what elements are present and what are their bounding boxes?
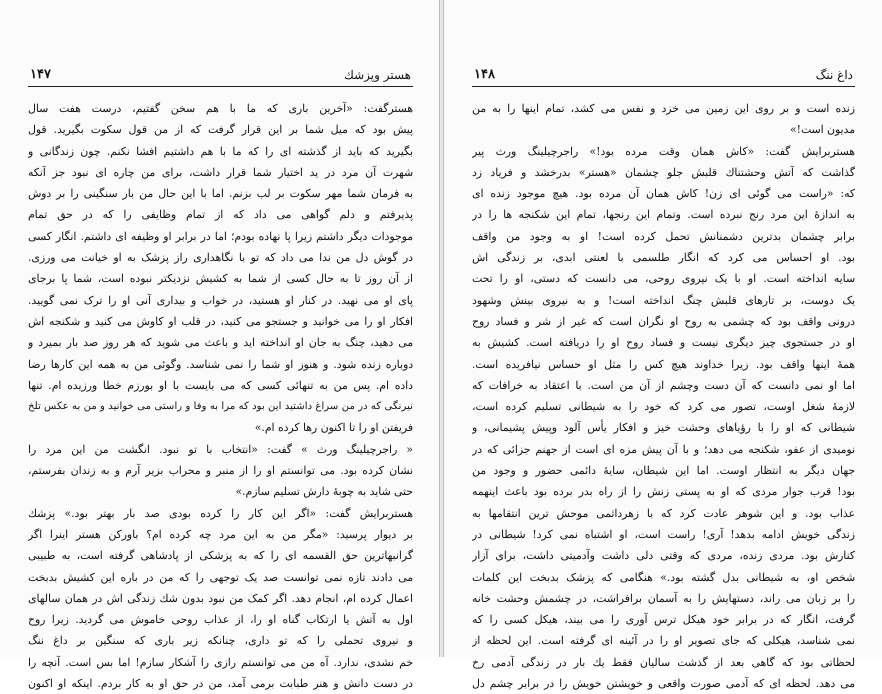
text-line: در گوش دل من ندا می داد که تو با نگاهداری راز پزشک به او خیانت می ورزی. — [28, 251, 413, 265]
text-line: بر دیوار پرسید: «مگر من به این مرد چه کرده ام؟ باورکن هستر اینرا اگر — [28, 527, 413, 541]
text-line: حتی شاید به چوبهٔ دارش تسلیم سازم.» — [235, 485, 413, 499]
text-line: بگیرید که باید از گذشته ای را که ما با هم داشتیم افشا نکنم. چون زندگانی و — [28, 144, 413, 158]
text-line: گرفت، انگار که در برابر خود هیکل ترس آوری را می بیند، هیکل کسی را که — [472, 613, 855, 627]
text-line: پذیرفتم و دلم گواهی می داد که از تمام وظایفی را که در حق تمام — [28, 208, 413, 222]
text-line: اعمال کرده ام، انجام دهد. اگر کمک من نبود بدون شك زندگی اش در همان سالهای — [28, 591, 413, 605]
text-line: سایه انداخته است. او با یک نیروی روحی، می دانست که دستی، او را تحت — [472, 272, 855, 286]
left-header-rule — [28, 86, 413, 87]
text-line: درونی واقف بود که چشمی به روح او نگران است که غیر از شر و فساد روح — [472, 314, 855, 328]
text-line: مدیون است!» — [790, 123, 855, 137]
text-line: عذاب بود. و این شوهر عادت کرد که با زهرداثمی موحش ترین انتقامها به — [472, 506, 855, 520]
text-line: او در جستجوی چیز دیگری نیست و فساد روح او را دریافته است. کشیش به — [472, 336, 855, 350]
text-line: فریفتن او را تا اکنون رها کرده ام.» — [254, 421, 413, 435]
text-line: می دادند تازه نمی توانست صد یک توجهی را که من در باره این کشیش بدبخت — [28, 570, 413, 584]
text-line: که: «راست می گوئی ای زن! کاش همان آن مرده بود. هیچ موجود زنده ای — [472, 187, 855, 201]
text-line: گذاشت که آتش وحشتناك قلبش جلو چشمان «هستر» بدرخشد و فریاد زد — [472, 165, 855, 179]
text-line: از آن روز تا به حال کسی از شما به کشیش نزدیکتر نبوده است، شما پا برجای — [28, 272, 413, 286]
text-line: بود. او احساس می کرد که انگار طلسمی با لعنتی ابدی، بر زندگی اش — [472, 251, 855, 265]
text-line: پیش بود که میل شما بر این قرار گرفت که از من قول سکوت بگیرید. قول — [28, 123, 413, 137]
text-line: زنده است و بر روی این زمین می خزد و نفس می کشد، تمام اینها را به من — [472, 102, 855, 115]
text-line: می دهد. لحظه ای که آدمی صورت واقعی و خویشتن خویش را در برابر چشم دل — [472, 677, 855, 691]
text-line: دوباره زنده شود. و هنوز او شما را نمی شناسد. وگوئی من به همه این کارها رضا — [28, 357, 413, 371]
text-line: « راجرچیلینگ ورث » گفت: «انتخاب با تو نبود. انگشت من این مرد را — [28, 442, 413, 456]
right-page-text — [472, 98, 855, 694]
text-line: نومیدی از عفو، شکنجه می دهد؛ و با آن پیش مزه ای است از جهنم جزائی که در — [472, 442, 855, 456]
text-line: گرانبهاترین حق القسمه ای را که به پزشکی از پادشاهی گرفته است، به طبیبی — [28, 549, 413, 563]
right-header-rule — [472, 86, 855, 87]
text-line: یک دوست، بر تارهای قلبش چنگ انداخته است! و به نیروی بینش وشهود — [472, 293, 855, 307]
text-line: نمی شناسد، هیکلی که جای تصویر او را در آئینه ای گرفته است. این لحظه از — [472, 634, 855, 648]
text-line: شیطانی که او را با رؤیاهای وحشت خیز و افکار یأس آلود وپیش پشیمانی، و — [472, 421, 855, 435]
text-line: موجودات دیگر داشتم زیرا پا نهاده بودم؛ اما در برابر او وظیفه ای داشتم. انگار کسی — [28, 229, 413, 243]
text-line: می دهید، چنگ به جان او انداخته اید و باعث می شوید که هر روز صد بار بمیرد و — [28, 336, 413, 350]
text-line: لازمهٔ شغل اوست، تصور می کرد که خود را به شیطانی تسلیم کرده است، — [472, 400, 855, 414]
text-line: به اندازهٔ این مرد رنج نبرده است. وتمام این رنجها، تمام این شکنجه ها را در — [472, 208, 855, 222]
left-page — [0, 0, 440, 691]
text-line: زندگی خویش ادامه بدهد! آری! راست است، او اشتباه نمی کرد! شیطانی در — [472, 527, 855, 541]
text-line: در دست دانش و هنر طبابت برمی آمد، من در حق او به کار بردم. اینکه او اکنون — [28, 677, 413, 691]
text-line: به فرمان شما مهر سکوت بر لب بزنم. اما با این حال من بار سنگینی را بر دوش — [28, 187, 413, 201]
right-page — [443, 0, 882, 691]
text-line: نیرنگی که در من سراغ داشتید این بود که مرا به وفا و راستی می خوانید و من به عکس تلخ — [28, 401, 413, 413]
left-page-text — [28, 98, 413, 694]
text-line: و نیروی تحملی را که تو داری، چنانکه زیر باری که سنگین بر داغ ننگ — [28, 634, 413, 648]
right-page-header — [472, 66, 855, 84]
text-line: را بر زبان می راند، دستهایش را به آسمان برافراشت، در چشمش وحشت خانه — [472, 591, 855, 605]
text-line: لحظاتی بود که گاهی بعد از گذشت سالیان فقط یك بار در زندگی آدمی رخ — [472, 655, 855, 669]
text-line: برابر چشمان بدترین دشمنانش تحمل کرده است! او به وجود من واقف — [472, 229, 855, 243]
text-line: خم نشدی، ندارد. آه من می توانستم رازی را آشکار سازم! اما بس است. آنچه را — [28, 655, 413, 669]
text-line: هستربرایش گفت: «اگر این کار را کرده بودی صد بار بهتر بود.» پزشك — [28, 506, 413, 520]
right-running-title: داغ ننگ — [815, 68, 853, 82]
text-line: بود! قرب جوار مردی که او به پستی زنش را از راه بدر برده بود باعث اینهمه — [472, 485, 855, 499]
text-line: کنارش بود. مردی زنده، مردی که وقتی دلی داشت وآدمیتی داشت، برای آزار — [472, 549, 855, 563]
left-page-header — [28, 66, 413, 84]
text-line: اما او نمی دانست که آن دست وچشم از آن من است. با اعتقاد به خرافات که — [472, 378, 855, 392]
text-line: افکار او را می خوانید و جستجو می کنید، در قلب او کاوش می کنید و شکنجه اش — [28, 314, 413, 328]
text-line: همهٔ اینها واقف بود. زیرا خداوند هیچ کس را مثل او حساس نیافریده است. — [472, 357, 855, 371]
text-line: شهرت آن مرد در ید اختیار شما قرار داشت، برای من چاره ای نبود جز آنکه — [28, 165, 413, 179]
text-line: هسترگفت: «آخرین باری که ما با هم سخن گفتیم، درست هفت سال — [28, 102, 413, 115]
left-running-title: هستر وپزشك — [343, 68, 411, 82]
left-page-number: ۱۴۷ — [30, 67, 51, 82]
text-line: شخص او، به شیطانی بدل گشته بود.» هنگامی که پزشک بدبخت این کلمات — [472, 570, 855, 584]
text-line: داده ام. پس من به تنهائی کسی که می بایست با او بورزم خطا ورزیده ام. تنها — [28, 378, 413, 392]
text-line: جهان دیگر به انتظار اوست. اما این شیطان، سایهٔ دائمی حضور و وجود من — [472, 464, 855, 478]
right-page-number: ۱۴۸ — [474, 67, 495, 82]
text-line: نشان کرده بود. می توانستم او را از منبر و محراب بزیر آرم و به زندان بفرستم، — [28, 464, 413, 478]
text-line: هستربرایش گفت: «کاش همان وقت مرده بود!» راجرچیلینگ ورث پیر — [472, 144, 855, 158]
text-line: اول به آتش یا ارتکاب گناه او را، از عذاب روحی خاموش می گردید. زیرا روح — [28, 613, 413, 627]
text-line: پای او می نهید. در کنار او هستید، در خواب و بیداری آنی او را ترک نمی گویید. — [28, 293, 413, 307]
